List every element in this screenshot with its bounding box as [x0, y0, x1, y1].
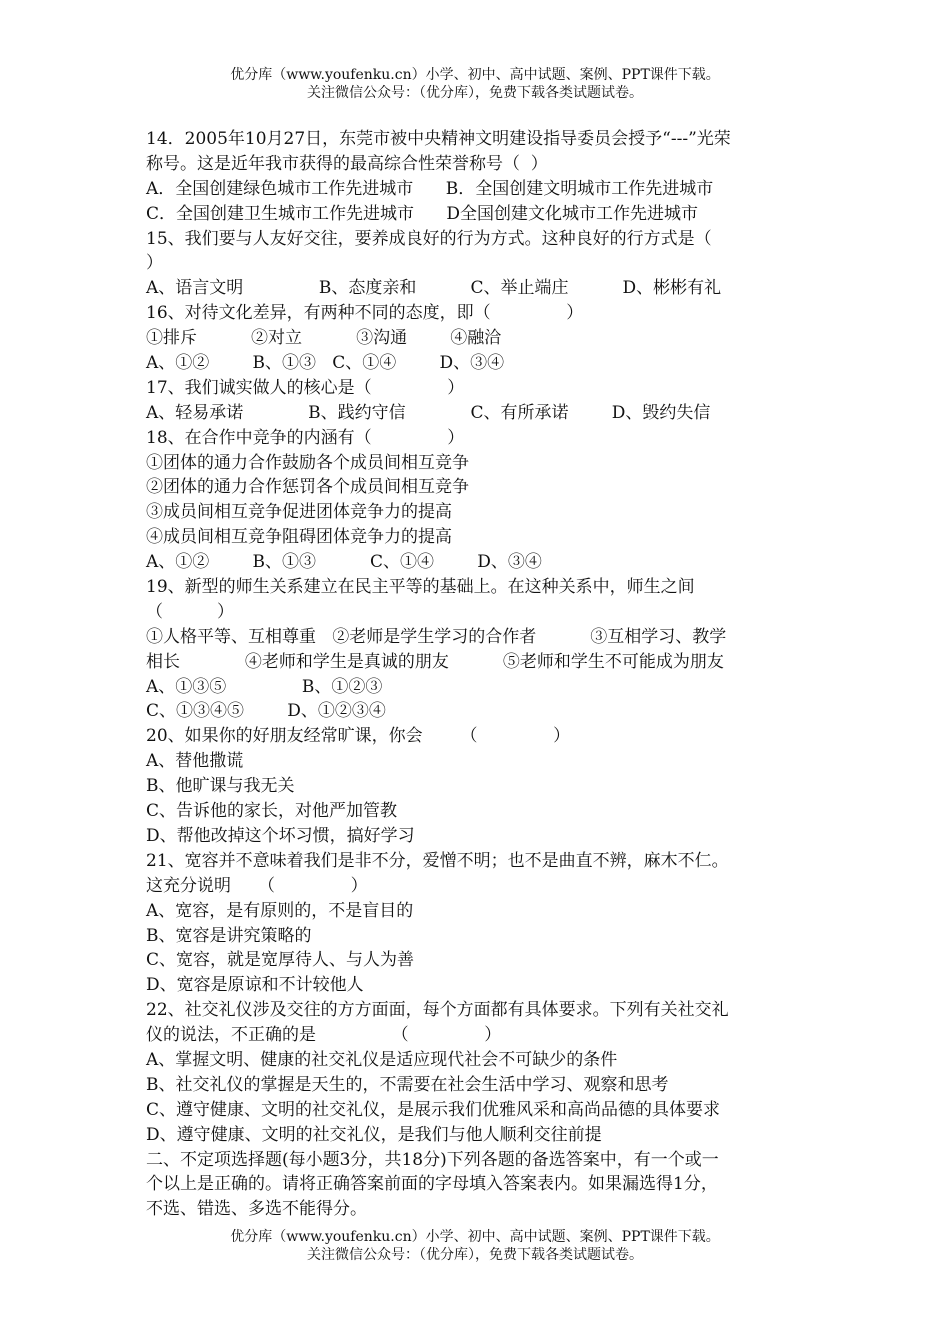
text-line: ④成员间相互竞争阻碍团体竞争力的提高	[146, 527, 452, 548]
text-line: 相长 ④老师和学生是真诚的朋友 ⑤老师和学生不可能成为朋友	[146, 651, 724, 672]
text-line: D、帮他改掉这个坏习惯，搞好学习	[146, 825, 415, 846]
text-line: 15、我们要与人友好交往，要养成良好的行为方式。这种良好的行方式是（	[146, 228, 712, 249]
text-line: B、他旷课与我无关	[146, 776, 295, 797]
text-line: A．全国创建绿色城市工作先进城市 B．全国创建文明城市工作先进城市	[146, 178, 714, 199]
text-line: B、宽容是讲究策略的	[146, 925, 312, 946]
footer-line-1: 优分库（www.youfenku.cn）小学、初中、高中试题、案例、PPT课件下载。	[230, 1229, 720, 1245]
text-line: 20、如果你的好朋友经常旷课，你会 （ ）	[146, 726, 571, 747]
text-line: 二、不定项选择题(每小题3分，共18分)下列各题的备选答案中，有一个或一	[146, 1149, 719, 1170]
text-line: 称号。这是近年我市获得的最高综合性荣誉称号（ ）	[146, 153, 548, 174]
text-line: D、宽容是原谅和不计较他人	[146, 975, 364, 996]
text-line: ②团体的通力合作惩罚各个成员间相互竞争	[146, 477, 469, 498]
text-line: C．全国创建卫生城市工作先进城市 D全国创建文化城市工作先进城市	[146, 203, 699, 224]
text-line: D、遵守健康、文明的社交礼仪，是我们与他人顺利交往前提	[146, 1124, 602, 1145]
text-line: 17、我们诚实做人的核心是（ ）	[146, 377, 465, 398]
text-line: ③成员间相互竞争促进团体竞争力的提高	[146, 502, 452, 523]
text-line: ①排斥 ②对立 ③沟通 ④融洽	[146, 328, 502, 349]
text-line: 19、新型的师生关系建立在民主平等的基础上。在这种关系中，师生之间	[146, 577, 695, 598]
text-line: A、掌握文明、健康的社交礼仪是适应现代社会不可缺少的条件	[146, 1049, 618, 1070]
text-line: 18、在合作中竞争的内涵有（ ）	[146, 427, 465, 448]
text-line: C、宽容，就是宽厚待人、与人为善	[146, 950, 415, 971]
text-line: 仪的说法，不正确的是 （ ）	[146, 1025, 502, 1046]
text-line: ①团体的通力合作鼓励各个成员间相互竞争	[146, 452, 469, 473]
text-line: （ ）	[146, 601, 235, 622]
text-line: A、①② B、①③ C、①④ D、③④	[146, 353, 505, 374]
text-line: 14．2005年10月27日，东莞市被中央精神文明建设指导委员会授予“---”光荣	[146, 129, 731, 149]
page-footer	[0, 1228, 950, 1264]
text-line: B、社交礼仪的掌握是天生的，不需要在社会生活中学习、观察和思考	[146, 1074, 669, 1095]
text-line: C、遵守健康、文明的社交礼仪，是展示我们优雅风采和高尚品德的具体要求	[146, 1099, 721, 1120]
text-line: A、语言文明 B、态度亲和 C、举止端庄 D、彬彬有礼	[146, 278, 722, 299]
footer-line-2: 关注微信公众号：（优分库），免费下载各类试题试卷。	[307, 1247, 643, 1263]
page-header	[0, 66, 950, 102]
text-line: A、①② B、①③ C、①④ D、③④	[146, 552, 542, 573]
exam-questions	[146, 127, 816, 1222]
text-line: A、宽容，是有原则的，不是盲目的	[146, 900, 414, 921]
text-line: A、替他撒谎	[146, 751, 244, 772]
text-line: A、轻易承诺 B、践约守信 C、有所承诺 D、毁约失信	[146, 402, 711, 423]
text-line: 不选、错选、多选不能得分。	[146, 1199, 367, 1220]
text-line: 这充分说明 （ ）	[146, 875, 368, 896]
header-line-1: 优分库（www.youfenku.cn）小学、初中、高中试题、案例、PPT课件下载。	[230, 67, 720, 83]
text-line: A、①③⑤ B、①②③	[146, 676, 383, 697]
text-line: ）	[146, 253, 163, 274]
text-line: 21、宽容并不意味着我们是非不分，爱憎不明；也不是曲直不辨，麻木不仁。	[146, 850, 729, 871]
text-line: 16、对待文化差异，有两种不同的态度，即（ ）	[146, 303, 584, 324]
text-line: 22、社交礼仪涉及交往的方方面面，每个方面都有具体要求。下列有关社交礼	[146, 1000, 729, 1021]
text-line: 个以上是正确的。请将正确答案前面的字母填入答案表内。如果漏选得1分，	[146, 1174, 718, 1195]
text-line: C、①③④⑤ D、①②③④	[146, 701, 386, 722]
text-line: C、告诉他的家长，对他严加管教	[146, 801, 398, 822]
text-line: ①人格平等、互相尊重 ②老师是学生学习的合作者 ③互相学习、教学	[146, 626, 727, 647]
header-line-2: 关注微信公众号：（优分库），免费下载各类试题试卷。	[307, 85, 643, 101]
